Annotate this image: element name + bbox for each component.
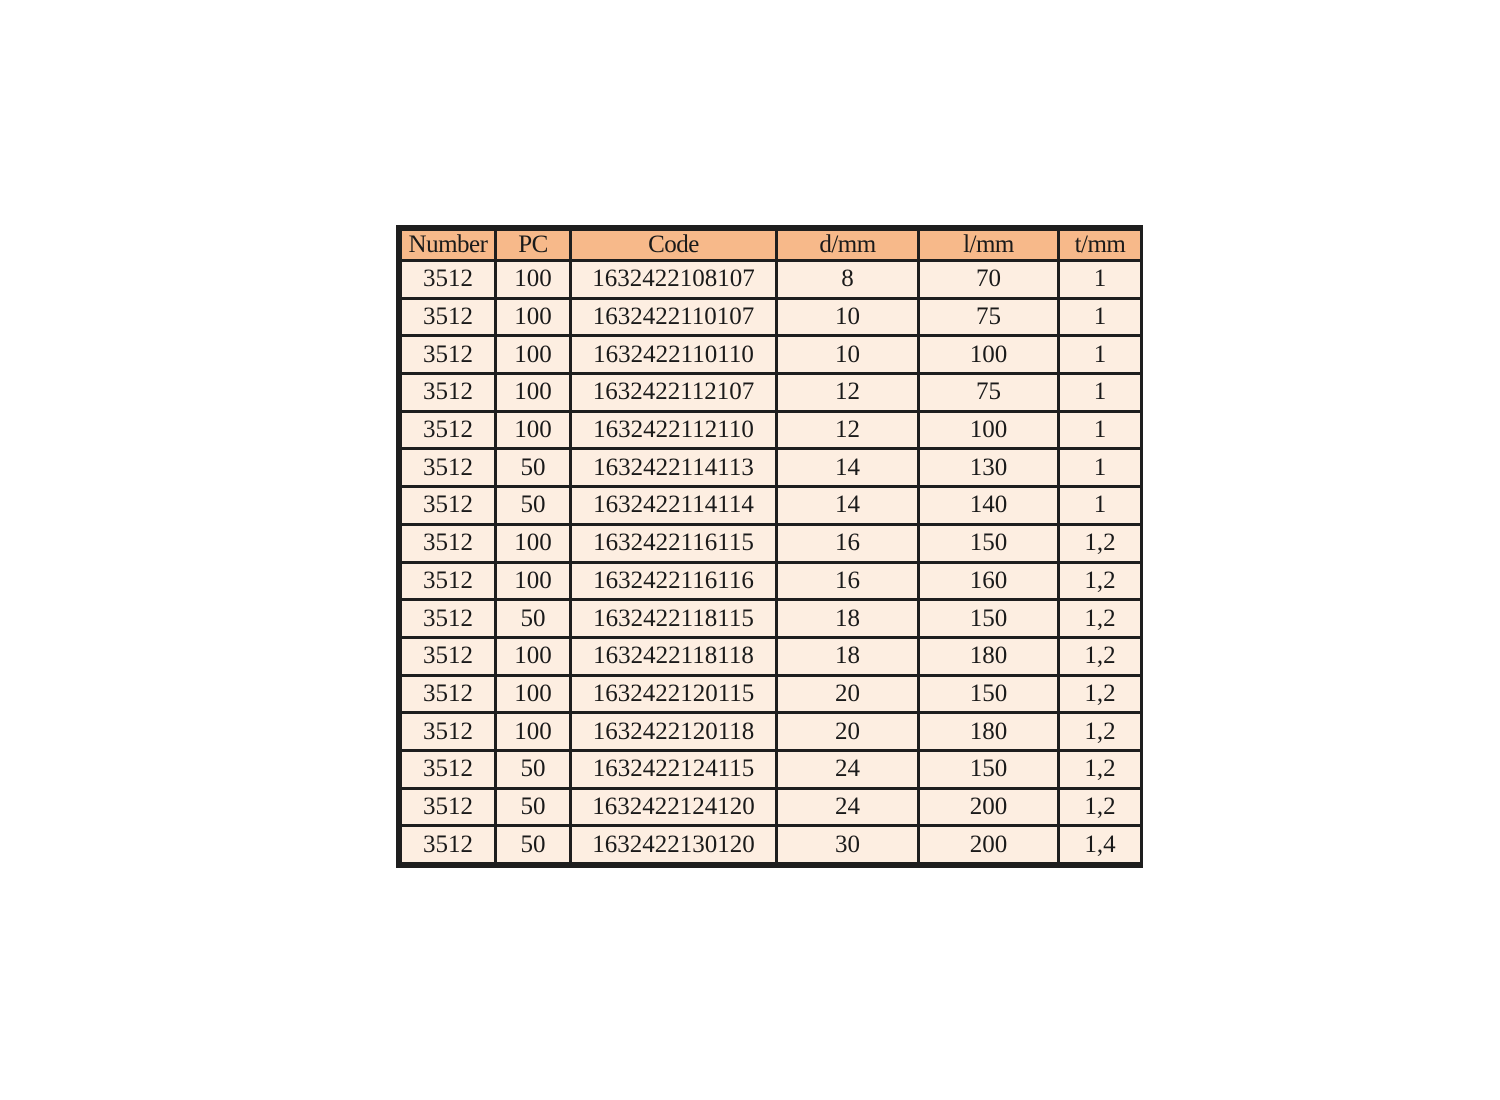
table-row <box>401 788 1142 826</box>
cell-t-mm: 1,2 <box>1059 562 1142 600</box>
table-row <box>401 750 1142 788</box>
cell-pc: 50 <box>496 600 571 638</box>
cell-pc: 50 <box>496 788 571 826</box>
cell-pc: 100 <box>496 261 571 299</box>
table-row <box>401 562 1142 600</box>
cell-pc: 100 <box>496 675 571 713</box>
cell-d-mm: 8 <box>777 261 919 299</box>
cell-pc: 50 <box>496 826 571 864</box>
table-row <box>401 411 1142 449</box>
cell-pc: 100 <box>496 562 571 600</box>
cell-number: 3512 <box>401 374 496 412</box>
cell-t-mm: 1,4 <box>1059 826 1142 864</box>
cell-number: 3512 <box>401 524 496 562</box>
cell-l-mm: 100 <box>919 336 1059 374</box>
cell-t-mm: 1 <box>1059 336 1142 374</box>
cell-l-mm: 150 <box>919 600 1059 638</box>
cell-code: 1632422118118 <box>571 637 777 675</box>
cell-t-mm: 1 <box>1059 487 1142 525</box>
cell-l-mm: 75 <box>919 298 1059 336</box>
cell-t-mm: 1 <box>1059 411 1142 449</box>
table-row <box>401 600 1142 638</box>
cell-pc: 100 <box>496 637 571 675</box>
cell-d-mm: 16 <box>777 562 919 600</box>
cell-number: 3512 <box>401 336 496 374</box>
cell-d-mm: 24 <box>777 788 919 826</box>
cell-d-mm: 18 <box>777 637 919 675</box>
cell-code: 1632422108107 <box>571 261 777 299</box>
table-header <box>401 230 1142 261</box>
cell-d-mm: 10 <box>777 336 919 374</box>
cell-code: 1632422114114 <box>571 487 777 525</box>
table-row <box>401 336 1142 374</box>
cell-l-mm: 180 <box>919 637 1059 675</box>
cell-d-mm: 20 <box>777 675 919 713</box>
header-pc: PC <box>496 230 571 261</box>
cell-code: 1632422110110 <box>571 336 777 374</box>
cell-l-mm: 150 <box>919 675 1059 713</box>
cell-l-mm: 160 <box>919 562 1059 600</box>
cell-d-mm: 12 <box>777 411 919 449</box>
cell-number: 3512 <box>401 261 496 299</box>
table-row <box>401 374 1142 412</box>
cell-l-mm: 200 <box>919 826 1059 864</box>
cell-t-mm: 1,2 <box>1059 524 1142 562</box>
cell-code: 1632422124115 <box>571 750 777 788</box>
cell-number: 3512 <box>401 637 496 675</box>
header-number: Number <box>401 230 496 261</box>
cell-number: 3512 <box>401 411 496 449</box>
table-body <box>401 261 1142 864</box>
cell-t-mm: 1,2 <box>1059 750 1142 788</box>
cell-number: 3512 <box>401 449 496 487</box>
cell-number: 3512 <box>401 600 496 638</box>
cell-code: 1632422120118 <box>571 713 777 751</box>
cell-d-mm: 24 <box>777 750 919 788</box>
cell-pc: 100 <box>496 298 571 336</box>
cell-d-mm: 16 <box>777 524 919 562</box>
cell-code: 1632422110107 <box>571 298 777 336</box>
cell-t-mm: 1,2 <box>1059 713 1142 751</box>
cell-t-mm: 1 <box>1059 261 1142 299</box>
table-row <box>401 713 1142 751</box>
cell-code: 1632422130120 <box>571 826 777 864</box>
cell-d-mm: 18 <box>777 600 919 638</box>
cell-t-mm: 1,2 <box>1059 788 1142 826</box>
cell-l-mm: 180 <box>919 713 1059 751</box>
cell-code: 1632422114113 <box>571 449 777 487</box>
cell-d-mm: 30 <box>777 826 919 864</box>
cell-t-mm: 1 <box>1059 449 1142 487</box>
table-row <box>401 637 1142 675</box>
cell-l-mm: 75 <box>919 374 1059 412</box>
cell-pc: 100 <box>496 411 571 449</box>
cell-d-mm: 14 <box>777 449 919 487</box>
cell-d-mm: 12 <box>777 374 919 412</box>
header-d-mm: d/mm <box>777 230 919 261</box>
cell-l-mm: 70 <box>919 261 1059 299</box>
cell-code: 1632422112107 <box>571 374 777 412</box>
table-row <box>401 524 1142 562</box>
table-row <box>401 487 1142 525</box>
cell-d-mm: 10 <box>777 298 919 336</box>
table-row <box>401 826 1142 864</box>
cell-number: 3512 <box>401 826 496 864</box>
header-t-mm: t/mm <box>1059 230 1142 261</box>
cell-l-mm: 100 <box>919 411 1059 449</box>
cell-t-mm: 1,2 <box>1059 600 1142 638</box>
cell-code: 1632422120115 <box>571 675 777 713</box>
cell-l-mm: 130 <box>919 449 1059 487</box>
cell-l-mm: 150 <box>919 750 1059 788</box>
cell-l-mm: 150 <box>919 524 1059 562</box>
cell-pc: 50 <box>496 750 571 788</box>
cell-d-mm: 14 <box>777 487 919 525</box>
cell-l-mm: 140 <box>919 487 1059 525</box>
cell-t-mm: 1,2 <box>1059 675 1142 713</box>
cell-code: 1632422116116 <box>571 562 777 600</box>
cell-pc: 100 <box>496 374 571 412</box>
table-row <box>401 298 1142 336</box>
cell-code: 1632422118115 <box>571 600 777 638</box>
cell-number: 3512 <box>401 713 496 751</box>
table-row <box>401 261 1142 299</box>
header-row <box>401 230 1142 261</box>
table-row <box>401 449 1142 487</box>
cell-pc: 50 <box>496 449 571 487</box>
table-row <box>401 675 1142 713</box>
cell-t-mm: 1 <box>1059 298 1142 336</box>
cell-code: 1632422112110 <box>571 411 777 449</box>
cell-t-mm: 1 <box>1059 374 1142 412</box>
cell-number: 3512 <box>401 562 496 600</box>
cell-pc: 100 <box>496 713 571 751</box>
cell-number: 3512 <box>401 298 496 336</box>
header-l-mm: l/mm <box>919 230 1059 261</box>
product-table-container <box>396 225 1143 868</box>
product-spec-table <box>399 228 1143 865</box>
cell-code: 1632422116115 <box>571 524 777 562</box>
cell-pc: 100 <box>496 336 571 374</box>
cell-code: 1632422124120 <box>571 788 777 826</box>
cell-number: 3512 <box>401 750 496 788</box>
cell-number: 3512 <box>401 487 496 525</box>
cell-number: 3512 <box>401 675 496 713</box>
cell-number: 3512 <box>401 788 496 826</box>
cell-d-mm: 20 <box>777 713 919 751</box>
header-code: Code <box>571 230 777 261</box>
cell-l-mm: 200 <box>919 788 1059 826</box>
cell-t-mm: 1,2 <box>1059 637 1142 675</box>
cell-pc: 50 <box>496 487 571 525</box>
cell-pc: 100 <box>496 524 571 562</box>
